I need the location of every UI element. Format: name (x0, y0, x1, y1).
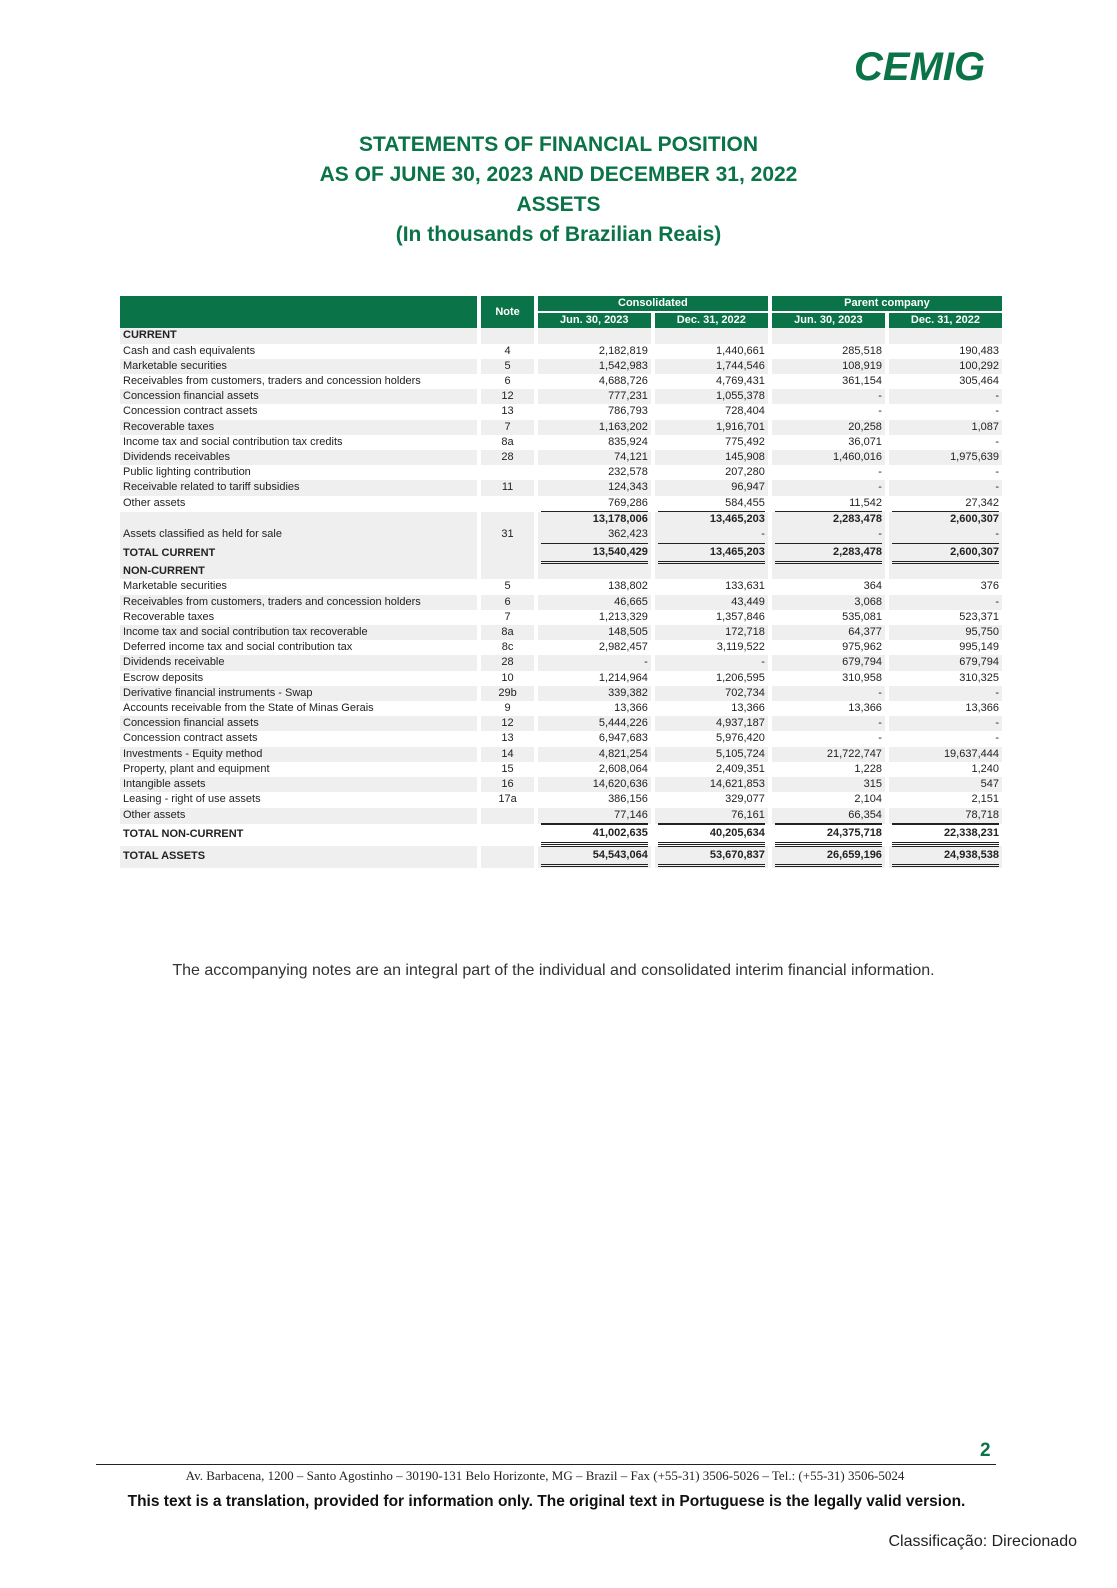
consolidated-dec-2022 (655, 328, 768, 343)
parent-dec-2022: 523,371 (959, 610, 999, 623)
row-note: 31 (481, 527, 533, 542)
consolidated-jun-2023: 835,924 (608, 435, 648, 448)
parent-jun-2023: 2,104 (854, 793, 882, 806)
row-label: Property, plant and equipment (123, 762, 270, 775)
parent-dec-2022-value: 2,600,307 (892, 543, 999, 564)
held-for-sale-row (120, 527, 1002, 542)
table-row (120, 777, 1002, 792)
parent-jun-2023: 361,154 (842, 375, 882, 388)
parent-jun-2023: - (772, 527, 885, 542)
parent-jun-2023 (772, 824, 885, 846)
statement-titles (0, 130, 1117, 250)
parent-jun-2023: 3,068 (772, 595, 885, 610)
table-row (120, 435, 1002, 450)
consolidated-jun-2023 (538, 824, 651, 846)
consolidated-jun-2023-value: 54,543,064 (541, 846, 648, 867)
parent-jun-2023-value: 66,354 (775, 808, 882, 824)
consolidated-dec-2022: 4,769,431 (715, 375, 765, 388)
consolidated-dec-header: Dec. 31, 2022 (655, 313, 768, 328)
parent-jun-2023-value: 24,375,718 (775, 824, 882, 845)
row-note: 8a (501, 435, 514, 448)
consolidated-jun-2023: 138,802 (608, 580, 648, 593)
consolidated-dec-2022: 775,492 (725, 435, 765, 448)
parent-jun-2023: 310,958 (842, 671, 882, 684)
table-row (120, 655, 1002, 670)
consolidated-dec-2022: 1,357,846 (715, 610, 765, 623)
parent-jun-2023 (772, 808, 885, 824)
row-label: Concession financial assets (120, 389, 477, 404)
row-label: Marketable securities (123, 580, 227, 593)
parent-jun-2023: 13,366 (848, 702, 882, 715)
parent-dec-2022: 1,240 (971, 762, 999, 775)
table-row (120, 747, 1002, 762)
parent-dec-2022 (889, 496, 1002, 512)
consolidated-jun-2023 (538, 808, 651, 824)
consolidated-dec-2022-value: 76,161 (658, 808, 765, 824)
consolidated-dec-2022: 5,105,724 (655, 747, 768, 762)
table-row (120, 450, 1002, 465)
row-label: Concession contract assets (123, 732, 258, 745)
parent-jun-header: Jun. 30, 2023 (772, 313, 885, 328)
parent-jun-2023: 975,962 (842, 641, 882, 654)
table-row (120, 640, 1002, 655)
consolidated-jun-2023: 1,213,329 (598, 610, 648, 623)
row-note (481, 328, 533, 343)
parent-jun-2023: - (772, 389, 885, 404)
consolidated-dec-2022 (655, 542, 768, 564)
row-note (481, 824, 533, 846)
table-row (120, 595, 1002, 610)
consolidated-dec-2022: 43,449 (655, 595, 768, 610)
consolidated-dec-2022: 1,916,701 (655, 420, 768, 435)
row-label: TOTAL NON-CURRENT (123, 828, 244, 841)
parent-dec-2022-value: 27,342 (892, 496, 999, 512)
table-row (120, 792, 1002, 807)
classification-label: Classificação: Direcionado (888, 1533, 1077, 1550)
row-label: Intangible assets (120, 777, 477, 792)
row-note: 12 (481, 716, 533, 731)
row-note: 15 (501, 762, 514, 775)
current-heading-row (120, 328, 1002, 343)
parent-jun-2023: - (878, 466, 882, 479)
consolidated-dec-2022: 1,744,546 (655, 359, 768, 374)
table-row (120, 389, 1002, 404)
row-note (481, 465, 533, 480)
parent-jun-2023-value: 2,283,478 (775, 543, 882, 564)
row-label: Dividends receivable (120, 655, 477, 670)
consolidated-jun-2023 (538, 496, 651, 512)
consolidated-dec-2022 (655, 512, 768, 527)
row-label (120, 512, 477, 527)
title-line-2: AS OF JUNE 30, 2023 AND DECEMBER 31, 2022 (319, 163, 798, 186)
consolidated-dec-2022 (655, 564, 768, 579)
row-label: Other assets (123, 497, 186, 510)
parent-jun-2023-value: 2,283,478 (833, 512, 882, 525)
consolidated-jun-2023: 1,214,964 (598, 671, 648, 684)
row-label: Concession financial assets (120, 716, 477, 731)
consolidated-jun-2023-value: 13,178,006 (592, 512, 648, 525)
row-note: 9 (504, 702, 511, 715)
consolidated-jun-2023 (538, 564, 651, 579)
row-note: 6 (504, 375, 511, 388)
consolidated-dec-2022 (655, 846, 768, 868)
row-note: 8a (481, 625, 533, 640)
parent-jun-2023 (772, 512, 885, 527)
row-note: 29b (481, 686, 533, 701)
row-label: Accounts receivable from the State of Minas Gerais (123, 702, 374, 715)
consolidated-jun-2023: 786,793 (608, 405, 648, 418)
parent-jun-2023 (772, 542, 885, 564)
consolidated-jun-2023: 2,608,064 (598, 762, 648, 775)
consolidated-jun-2023: 6,947,683 (598, 732, 648, 745)
row-label: Receivables from customers, traders and concession holders (123, 375, 421, 388)
parent-dec-2022: - (889, 595, 1002, 610)
title-line-1: STATEMENTS OF FINANCIAL POSITION (359, 133, 758, 156)
parent-dec-2022 (889, 564, 1002, 579)
row-label: Escrow deposits (123, 671, 204, 684)
parent-dec-2022: 376 (980, 580, 999, 593)
row-label: Recoverable taxes (123, 610, 215, 623)
row-note: 10 (501, 671, 514, 684)
row-note: 5 (481, 359, 533, 374)
row-label: Deferred income tax and social contribution tax (123, 641, 353, 654)
parent-dec-2022-value: 22,338,231 (892, 824, 999, 845)
row-note: 14 (481, 747, 533, 762)
parent-dec-2022: 1,087 (889, 420, 1002, 435)
parent-jun-2023: 285,518 (842, 344, 882, 357)
consolidated-jun-2023: 362,423 (538, 527, 651, 542)
parent-jun-2023 (772, 846, 885, 868)
parent-dec-2022: - (995, 405, 999, 418)
parent-jun-2023: - (772, 686, 885, 701)
parent-dec-2022: 13,366 (965, 702, 999, 715)
table-row (120, 808, 1002, 824)
parent-dec-2022 (889, 824, 1002, 846)
parent-dec-2022: - (889, 527, 1002, 542)
consolidated-jun-2023: 14,620,636 (538, 777, 651, 792)
consolidated-dec-2022: 133,631 (725, 580, 765, 593)
translation-disclaimer: This text is a translation, provided for information only. The original text in Portuguese is the legally valid version. (127, 1493, 966, 1510)
parent-dec-2022-value: 24,938,538 (892, 846, 999, 867)
table-row (120, 404, 1002, 419)
row-note: 6 (481, 595, 533, 610)
consolidated-jun-2023: 1,163,202 (538, 420, 651, 435)
parent-dec-2022-value: 78,718 (892, 808, 999, 824)
parent-company-header: Parent company (772, 296, 1002, 313)
consolidated-jun-2023-value: 769,286 (541, 496, 648, 512)
row-note: 13 (501, 405, 514, 418)
consolidated-jun-2023-value: 41,002,635 (541, 824, 648, 845)
consolidated-jun-2023 (538, 542, 651, 564)
consolidated-dec-2022: 728,404 (725, 405, 765, 418)
consolidated-dec-2022 (655, 824, 768, 846)
row-label: CURRENT (120, 328, 477, 343)
parent-jun-2023: 108,919 (772, 359, 885, 374)
parent-dec-2022: 2,151 (971, 793, 999, 806)
consolidated-jun-2023-value: 77,146 (541, 808, 648, 824)
parent-dec-2022 (889, 328, 1002, 343)
consolidated-jun-2023 (538, 328, 651, 343)
parent-dec-2022 (889, 846, 1002, 868)
total-current-row (120, 542, 1002, 564)
parent-dec-2022: 547 (889, 777, 1002, 792)
consolidated-dec-2022 (655, 496, 768, 512)
parent-dec-2022 (889, 542, 1002, 564)
parent-dec-2022: 305,464 (959, 375, 999, 388)
footer-rule (96, 1464, 996, 1465)
consolidated-dec-2022: 172,718 (655, 625, 768, 640)
consolidated-dec-2022: 2,409,351 (715, 762, 765, 775)
parent-dec-2022: - (995, 466, 999, 479)
consolidated-jun-2023: 1,542,983 (538, 359, 651, 374)
total-noncurrent-row (120, 824, 1002, 846)
consolidated-dec-2022: 14,621,853 (655, 777, 768, 792)
consolidated-dec-2022: - (655, 655, 768, 670)
parent-jun-2023: 1,228 (854, 762, 882, 775)
parent-dec-2022: 100,292 (889, 359, 1002, 374)
row-label: Assets classified as held for sale (120, 527, 477, 542)
consolidated-dec-2022-value: 584,455 (658, 496, 765, 512)
parent-jun-2023: - (772, 480, 885, 495)
consolidated-dec-2022: 207,280 (725, 466, 765, 479)
parent-dec-header: Dec. 31, 2022 (889, 313, 1002, 328)
consolidated-jun-2023: 2,982,457 (598, 641, 648, 654)
consolidated-jun-2023: 232,578 (608, 466, 648, 479)
row-note: 7 (481, 420, 533, 435)
row-note: 28 (481, 450, 533, 465)
row-label: Marketable securities (120, 359, 477, 374)
parent-dec-2022: 310,325 (959, 671, 999, 684)
accompanying-notes-text: The accompanying notes are an integral part of the individual and consolidated interim financial information. (172, 962, 935, 979)
parent-dec-2022: - (889, 389, 1002, 404)
parent-dec-2022 (889, 512, 1002, 527)
row-label: Other assets (120, 808, 477, 824)
row-note: 12 (481, 389, 533, 404)
consolidated-jun-2023: - (538, 655, 651, 670)
row-note: 11 (481, 480, 533, 495)
parent-dec-2022: - (889, 480, 1002, 495)
consolidated-dec-2022: 1,055,378 (655, 389, 768, 404)
table-row (120, 465, 1002, 480)
row-note (481, 496, 533, 512)
consolidated-dec-2022: 1,440,661 (715, 344, 765, 357)
row-label: Receivables from customers, traders and concession holders (120, 595, 477, 610)
title-line-4: (In thousands of Brazilian Reais) (395, 223, 722, 246)
consolidated-jun-2023: 339,382 (538, 686, 651, 701)
consolidated-header: Consolidated (538, 296, 768, 313)
parent-dec-2022: - (995, 435, 999, 448)
consolidated-jun-2023 (538, 846, 651, 868)
consolidated-jun-2023: 46,665 (538, 595, 651, 610)
parent-dec-2022: 19,637,444 (889, 747, 1002, 762)
footer-address: Av. Barbacena, 1200 – Santo Agostinho – 30190-131 Belo Horizonte, MG – Brazil – Fax (+55-31) 3506-5026 – Tel.: (+55-31) 3506-5024 (185, 1468, 905, 1483)
row-label: Derivative financial instruments - Swap (120, 686, 477, 701)
row-note: 17a (498, 793, 517, 806)
parent-jun-2023 (772, 564, 885, 579)
row-label: Cash and cash equivalents (123, 344, 256, 357)
row-note: 16 (481, 777, 533, 792)
parent-jun-2023: 20,258 (772, 420, 885, 435)
table-body (120, 328, 1002, 867)
parent-dec-2022: 190,483 (959, 344, 999, 357)
consolidated-dec-2022-value: 13,465,203 (709, 512, 765, 525)
row-label: Receivable related to tariff subsidies (120, 480, 477, 495)
consolidated-dec-2022: 3,119,522 (716, 641, 765, 654)
noncurrent-heading-row (120, 564, 1002, 579)
consolidated-jun-2023: 13,366 (614, 702, 648, 715)
parent-dec-2022 (889, 808, 1002, 824)
table-row (120, 686, 1002, 701)
parent-dec-2022: - (889, 686, 1002, 701)
row-label: Income tax and social contribution tax credits (123, 435, 343, 448)
parent-jun-2023: 535,081 (842, 610, 882, 623)
consolidated-jun-header: Jun. 30, 2023 (538, 313, 651, 328)
table-row (120, 480, 1002, 495)
row-label: TOTAL ASSETS (120, 846, 477, 868)
parent-jun-2023: - (878, 405, 882, 418)
parent-dec-2022: - (995, 732, 999, 745)
parent-jun-2023-value: 26,659,196 (775, 846, 882, 867)
total-assets-row (120, 846, 1002, 868)
table-row (120, 420, 1002, 435)
table-row (120, 496, 1002, 512)
row-note (481, 564, 533, 579)
consolidated-jun-2023: 4,821,254 (538, 747, 651, 762)
parent-jun-2023: - (878, 732, 882, 745)
row-note: 7 (504, 610, 511, 623)
logo-text: CEMIG (854, 45, 986, 88)
consolidated-dec-2022: 329,077 (725, 793, 765, 806)
parent-jun-2023: 364 (863, 580, 882, 593)
consolidated-jun-2023: 386,156 (608, 793, 648, 806)
table-row (120, 731, 1002, 746)
consolidated-dec-2022: - (655, 527, 768, 542)
row-note (481, 512, 533, 527)
consolidated-dec-2022: 5,976,420 (715, 732, 765, 745)
title-line-3: ASSETS (516, 193, 601, 216)
row-note: 8c (501, 641, 514, 654)
parent-jun-2023: 64,377 (772, 625, 885, 640)
table-row (120, 625, 1002, 640)
row-label: Income tax and social contribution tax recoverable (120, 625, 477, 640)
consolidated-dec-2022: 702,734 (655, 686, 768, 701)
consolidated-jun-2023-value: 13,540,429 (541, 543, 648, 564)
parent-jun-2023-value: 11,542 (775, 496, 882, 512)
consolidated-dec-2022: 145,908 (655, 450, 768, 465)
consolidated-jun-2023: 777,231 (538, 389, 651, 404)
parent-dec-2022: 1,975,639 (889, 450, 1002, 465)
table-row (120, 579, 1002, 594)
consolidated-jun-2023: 5,444,226 (538, 716, 651, 731)
row-note: 13 (501, 732, 514, 745)
consolidated-jun-2023: 74,121 (538, 450, 651, 465)
consolidated-dec-2022-value: 53,670,837 (658, 846, 765, 867)
row-label: Public lighting contribution (123, 466, 251, 479)
row-label: Concession contract assets (123, 405, 258, 418)
row-label: Recoverable taxes (120, 420, 477, 435)
parent-dec-2022: - (889, 716, 1002, 731)
consolidated-jun-2023: 2,182,819 (598, 344, 648, 357)
consolidated-dec-2022: 96,947 (655, 480, 768, 495)
consolidated-dec-2022: 13,366 (731, 702, 765, 715)
parent-jun-2023 (772, 496, 885, 512)
row-note: 5 (504, 580, 511, 593)
financial-position-table (116, 296, 1006, 868)
row-label: Investments - Equity method (120, 747, 477, 762)
consolidated-dec-2022-value: 40,205,634 (658, 824, 765, 845)
table-row (120, 610, 1002, 625)
table-row (120, 344, 1002, 359)
parent-dec-2022: 995,149 (959, 641, 999, 654)
cemig-logo (852, 44, 1004, 88)
parent-jun-2023: 1,460,016 (772, 450, 885, 465)
row-label: TOTAL CURRENT (120, 542, 477, 564)
parent-jun-2023: - (772, 716, 885, 731)
consolidated-jun-2023: 148,505 (538, 625, 651, 640)
consolidated-dec-2022: 4,937,187 (655, 716, 768, 731)
parent-jun-2023: 679,794 (772, 655, 885, 670)
note-header: Note (481, 296, 533, 328)
parent-dec-2022: 679,794 (889, 655, 1002, 670)
table-row (120, 359, 1002, 374)
page-number: 2 (980, 1440, 991, 1461)
parent-dec-2022-value: 2,600,307 (950, 512, 999, 525)
row-note: 4 (504, 344, 511, 357)
consolidated-dec-2022 (655, 808, 768, 824)
consolidated-dec-2022-value: 13,465,203 (658, 543, 765, 564)
row-note (481, 808, 533, 824)
parent-jun-2023: 36,071 (848, 435, 882, 448)
parent-dec-2022: 95,750 (889, 625, 1002, 640)
table-row (120, 716, 1002, 731)
row-note (481, 542, 533, 564)
table-row (120, 671, 1002, 686)
row-label: Leasing - right of use assets (123, 793, 261, 806)
current-subtotal-row (120, 512, 1002, 527)
consolidated-dec-2022: 1,206,595 (715, 671, 765, 684)
row-label: Dividends receivables (120, 450, 477, 465)
table-row (120, 374, 1002, 389)
label-header (120, 296, 477, 328)
row-note: 28 (481, 655, 533, 670)
parent-jun-2023: 21,722,747 (772, 747, 885, 762)
table-row (120, 762, 1002, 777)
table-row (120, 701, 1002, 716)
consolidated-jun-2023: 4,688,726 (598, 375, 648, 388)
row-note (481, 846, 533, 868)
row-label: NON-CURRENT (120, 564, 477, 579)
consolidated-jun-2023: 124,343 (538, 480, 651, 495)
parent-jun-2023: 315 (772, 777, 885, 792)
parent-jun-2023 (772, 328, 885, 343)
consolidated-jun-2023 (538, 512, 651, 527)
